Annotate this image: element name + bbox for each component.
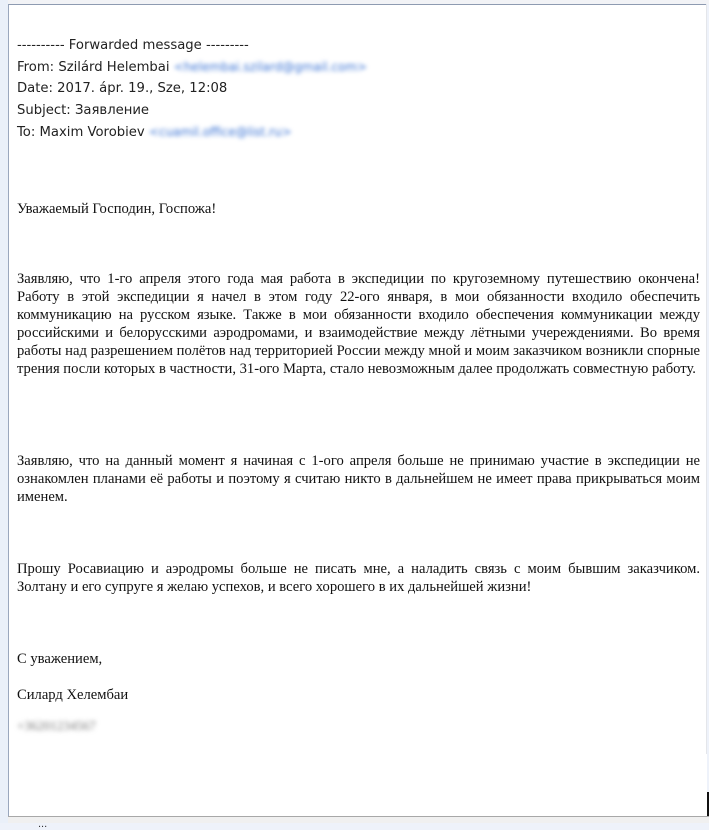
scrollbar-track[interactable]: [706, 4, 707, 754]
signature-name: Силард Хелембаи: [17, 687, 129, 703]
to-name: Maxim Vorobiev: [39, 124, 145, 140]
date-label: Date:: [17, 81, 53, 97]
letter-paragraph-1: [17, 270, 700, 379]
letter-greeting: [17, 200, 700, 218]
from-line: [17, 57, 367, 79]
paragraph-1-text: Заявляю, что 1-го апреля этого года мая работа в экспедиции по кругоземному путешествию окончена! Работу в этой экспедиции я начел в этом году 22-ого января, в мои обязанности входило обеспечить коммуникацию на русском языке. Также в мои обязанности входило обеспечения коммуникации между российскими и белорусскими аэродромами, и взаимодействие между лётными учереждениями. Во время работы над разрешением полётов над территорией России между мной и моим заказчиком возникли спорные трения посли которых в частности, 31-ого Марта, стало невозможным далее продолжать совместную работу.: [17, 271, 700, 378]
greeting-text: Уважаемый Господин, Госпожа!: [17, 201, 217, 217]
from-name: Szilárd Helembai: [58, 59, 170, 75]
forward-separator: ---------- Forwarded message ---------: [17, 38, 249, 53]
status-bar: [8, 816, 709, 830]
date-line: [17, 78, 367, 100]
to-label: To:: [17, 124, 36, 140]
letter-phone: [17, 717, 700, 735]
letter-signature: [17, 686, 700, 704]
phone-redacted: +36201234567: [17, 718, 96, 733]
to-email-redacted[interactable]: <cuamil.office@list.ru>: [148, 124, 292, 139]
letter-paragraph-3: [17, 560, 700, 596]
closing-text: С уважением,: [17, 651, 103, 667]
from-email-redacted[interactable]: <helembai.szilard@gmail.com>: [173, 59, 368, 74]
paragraph-2-text: Заявляю, что на данный момент я начиная с 1-ого апреля больше не принимаю участие в экспедиции не ознакомлен планами её работы и поэтому я считаю никто в дальнейшем не имеет права прикрываться моим именем.: [17, 453, 700, 506]
letter-paragraph-2: [17, 452, 700, 506]
from-label: From:: [17, 59, 55, 75]
subject-label: Subject:: [17, 103, 71, 119]
forwarded-header: [17, 35, 367, 144]
to-line: [17, 122, 367, 144]
status-bar-text: ...: [38, 818, 48, 830]
letter-closing: [17, 650, 700, 668]
date-value: 2017. ápr. 19., Sze, 12:08: [57, 81, 228, 97]
subject-line: [17, 100, 367, 122]
subject-value: Заявление: [74, 103, 150, 119]
paragraph-3-text: Прошу Росавиацию и аэродромы больше не писать мне, а наладить связь с моим бывшим заказчиком. Золтану и его супруге я желаю успехов, и всего хорошего в их дальнейшей жизни!: [17, 561, 700, 596]
left-sidebar-strip: [0, 0, 8, 823]
